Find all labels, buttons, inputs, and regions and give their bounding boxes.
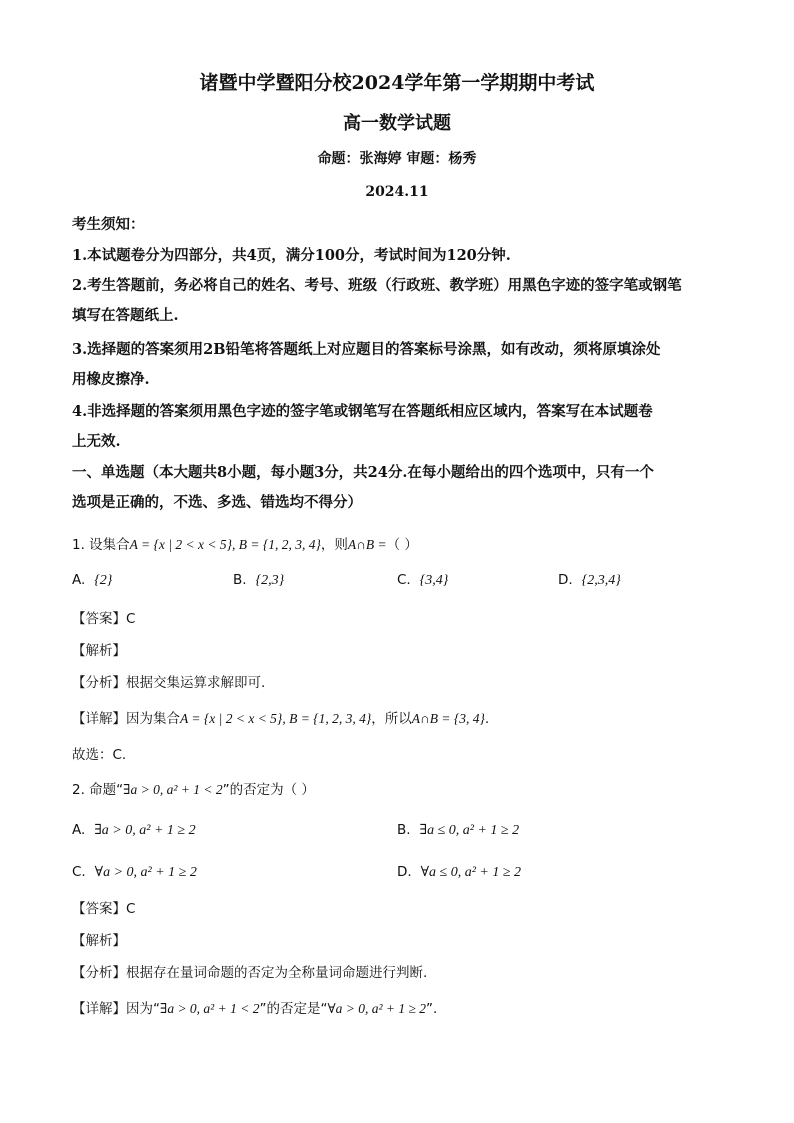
question-2-stem: 2. 命题“∃a > 0, a² + 1 < 2”的否定为（ ） [72,782,315,798]
question-1-suffix: （ ） [386,537,418,553]
notice-item: 填写在答题纸上. [72,307,179,324]
exam-date: 2024.11 [365,184,429,200]
exam-authors: 命题：张海婷 审题：杨秀 [317,151,477,167]
notice-item: 4.非选择题的答案须用黑色字迹的签字笔或钢笔写在答题纸相应区域内，答案写在本试题卷 [72,403,653,420]
question-1-math: A = {x | 2 < x < 5}, B = {1, 2, 3, 4} [129,537,321,552]
q2-option-a: A. ∃a > 0, a² + 1 ≥ 2 [72,822,196,838]
q2-xiangjie: 【详解】因为“∃a > 0, a² + 1 < 2”的否定是“∀a > 0, a² + 1 ≥ 2”. [72,1001,438,1017]
q1-analysis-tag: 【解析】 [72,643,126,659]
notice-heading: 考生须知： [72,216,145,233]
exam-title: 诸暨中学暨阳分校2024学年第一学期期中考试 [199,72,595,94]
q1-conclusion: 故选：C. [72,747,127,763]
q1-fenxi: 【分析】根据交集运算求解即可. [72,675,266,691]
q1-answer: 【答案】C [72,611,136,627]
q2-option-b: B. ∃a ≤ 0, a² + 1 ≥ 2 [397,822,520,838]
q2-fenxi: 【分析】根据存在量词命题的否定为全称量词命题进行判断. [72,965,428,981]
notice-item: 上无效. [72,433,121,450]
q1-option-b: B. {2,3} [233,572,285,588]
question-1-mid: ，则 [320,537,348,553]
q2-analysis-tag: 【解析】 [72,933,126,949]
section-heading: 一、单选题（本大题共8小题，每小题3分，共24分.在每小题给出的四个选项中，只有一个 [72,464,654,481]
q1-option-a: A. {2} [72,572,113,588]
exam-subtitle: 高一数学试题 [343,113,451,134]
notice-item: 用橡皮擦净. [72,371,150,388]
notice-item: 1.本试题卷分为四部分，共4页，满分100分，考试时间为120分钟. [72,247,511,264]
section-heading-cont: 选项是正确的，不选、多选、错选均不得分） [72,494,362,511]
notice-item: 3.选择题的答案须用2B铅笔将答题纸上对应题目的答案标号涂黑，如有改动，须将原填涂处 [72,341,661,358]
q1-option-c: C. {3,4} [397,572,449,588]
notice-item: 2.考生答题前，务必将自己的姓名、考号、班级（行政班、教学班）用黑色字迹的签字笔或钢笔 [72,277,682,294]
q2-option-c: C. ∀a > 0, a² + 1 ≥ 2 [72,864,197,880]
q1-xiangjie: 【详解】因为集合A = {x | 2 < x < 5}, B = {1, 2, 3, 4}，所以A∩B = {3, 4}. [72,711,490,727]
question-1-math2: A∩B = [347,537,387,552]
question-1-stem [72,536,418,554]
q2-answer: 【答案】C [72,901,136,917]
q1-option-d: D. {2,3,4} [558,572,621,588]
q2-option-d: D. ∀a ≤ 0, a² + 1 ≥ 2 [397,864,522,880]
question-1-prefix: 1. 设集合 [72,537,130,553]
